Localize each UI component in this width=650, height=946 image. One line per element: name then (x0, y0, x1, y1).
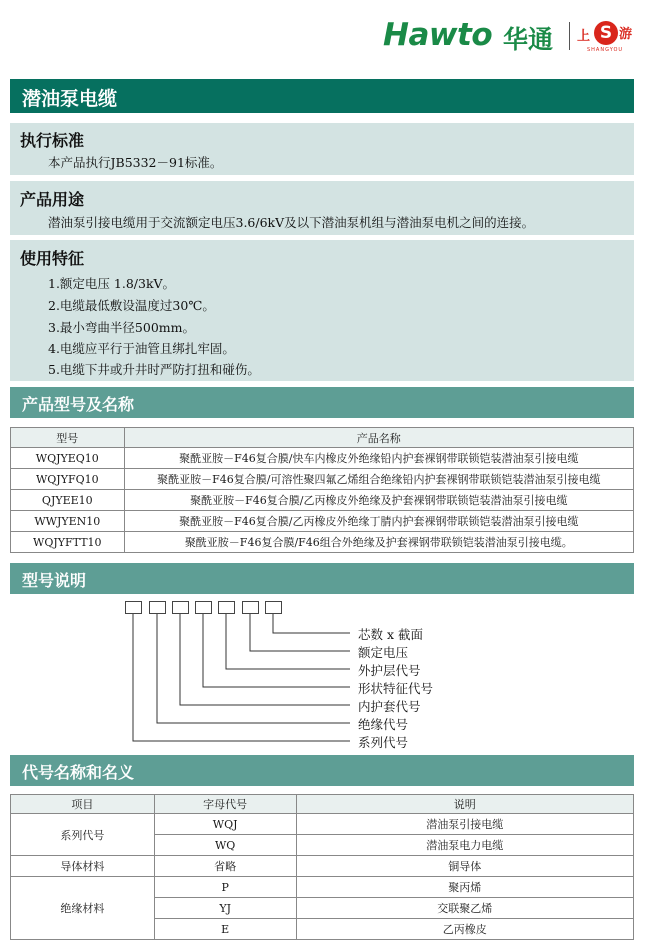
model-name: 聚酰亚胺－F46复合膜/乙丙橡皮外绝缘丁腈内护套裸钢带联锁铠装潜油泵引接电缆 (124, 511, 633, 532)
codes-desc: 铜导体 (296, 856, 633, 877)
huatong-logo: 华通 (503, 25, 554, 54)
codes-letter: P (154, 877, 296, 898)
shangyou-logo-you: 游 (619, 27, 633, 42)
model-name: 聚酰亚胺－F46复合膜/快车内橡皮外绝缘铅内护套裸钢带联锁铠装潜油泵引接电缆 (124, 448, 633, 469)
codes-header-item: 项目 (11, 795, 155, 814)
models-header-model: 型号 (11, 428, 125, 448)
codes-letter: WQJ (154, 814, 296, 835)
table-row (11, 856, 634, 877)
standard-text: 本产品执行JB5332－91标准。 (48, 155, 223, 170)
codes-heading: 代号名称和名义 (22, 763, 135, 782)
page-title: 潜油泵电缆 (22, 88, 118, 110)
feature-item: 3.最小弯曲半径500mm。 (48, 320, 195, 335)
codes-item: 绝缘材料 (11, 877, 155, 940)
models-heading: 产品型号及名称 (22, 395, 135, 414)
codes-item: 系列代号 (11, 814, 155, 856)
shangyou-subtitle: SHANGYOU (587, 47, 624, 53)
connector-line (226, 614, 350, 669)
usage-heading: 产品用途 (20, 190, 85, 209)
codes-letter: WQ (154, 835, 296, 856)
connector-line (273, 614, 350, 633)
feature-item: 2.电缆最低敷设温度过30℃。 (48, 298, 215, 313)
codes-letter: YJ (154, 898, 296, 919)
models-header-name: 产品名称 (124, 428, 633, 448)
model-name: 聚酰亚胺－F46复合膜/乙丙橡皮外绝缘及护套裸钢带联锁铠装潜油泵引接电缆 (124, 490, 633, 511)
codes-desc: 潜油泵电力电缆 (296, 835, 633, 856)
standard-heading: 执行标准 (20, 131, 85, 150)
model-name: 聚酰亚胺－F46复合膜/可溶性聚四氟乙烯组合绝缘铅内护套裸钢带联锁铠装潜油泵引接电缆 (124, 469, 633, 490)
codes-letter: 省略 (154, 856, 296, 877)
usage-text: 潜油泵引接电缆用于交流额定电压3.6/6kV及以下潜油泵机组与潜油泵电机之间的连接。 (48, 215, 535, 230)
feature-item: 1.额定电压 1.8/3kV。 (48, 276, 176, 291)
hawto-logo: Hawto (383, 17, 493, 53)
codes-header-letter: 字母代号 (154, 795, 296, 814)
model-code: WQJYEQ10 (11, 448, 125, 469)
codes-letter: E (154, 919, 296, 940)
table-row (11, 877, 634, 898)
codes-desc: 潜油泵引接电缆 (296, 814, 633, 835)
model-code: WQJYFTT10 (11, 532, 125, 553)
model-name: 聚酰亚胺－F46复合膜/F46组合外绝缘及护套裸钢带联锁铠装潜油泵引接电缆。 (124, 532, 633, 553)
code-label-voltage: 额定电压 (358, 645, 409, 660)
codes-header-desc: 说明 (296, 795, 633, 814)
codes-section-bar (10, 755, 634, 786)
features-heading: 使用特征 (20, 249, 85, 268)
codes-desc: 乙丙橡皮 (296, 919, 633, 940)
table-row (11, 814, 634, 835)
code-label-shape: 形状特征代号 (358, 681, 434, 696)
model-code: WWJYEN10 (11, 511, 125, 532)
model-desc-heading: 型号说明 (22, 571, 87, 590)
codes-desc: 聚丙烯 (296, 877, 633, 898)
code-label-insulation: 绝缘代号 (358, 717, 409, 732)
shangyou-logo-shang: 上 (577, 29, 591, 44)
code-label-series: 系列代号 (358, 735, 409, 750)
codes-desc: 交联聚乙烯 (296, 898, 633, 919)
codes-table (10, 794, 634, 940)
code-label-outer-sheath: 外护层代号 (358, 663, 421, 678)
shangyou-s-mark: S (594, 21, 618, 45)
codes-item: 导体材料 (11, 856, 155, 877)
code-label-core: 芯数 x 截面 (358, 627, 423, 642)
model-code: QJYEE10 (11, 490, 125, 511)
feature-item: 5.电缆下井或升井时严防打扭和碰伤。 (48, 362, 260, 377)
code-label-inner-sheath: 内护套代号 (358, 699, 421, 714)
codes-table-header (11, 795, 634, 814)
feature-item: 4.电缆应平行于油管且绑扎牢固。 (48, 341, 235, 356)
model-code: WQJYFQ10 (11, 469, 125, 490)
connector-line (180, 614, 350, 705)
